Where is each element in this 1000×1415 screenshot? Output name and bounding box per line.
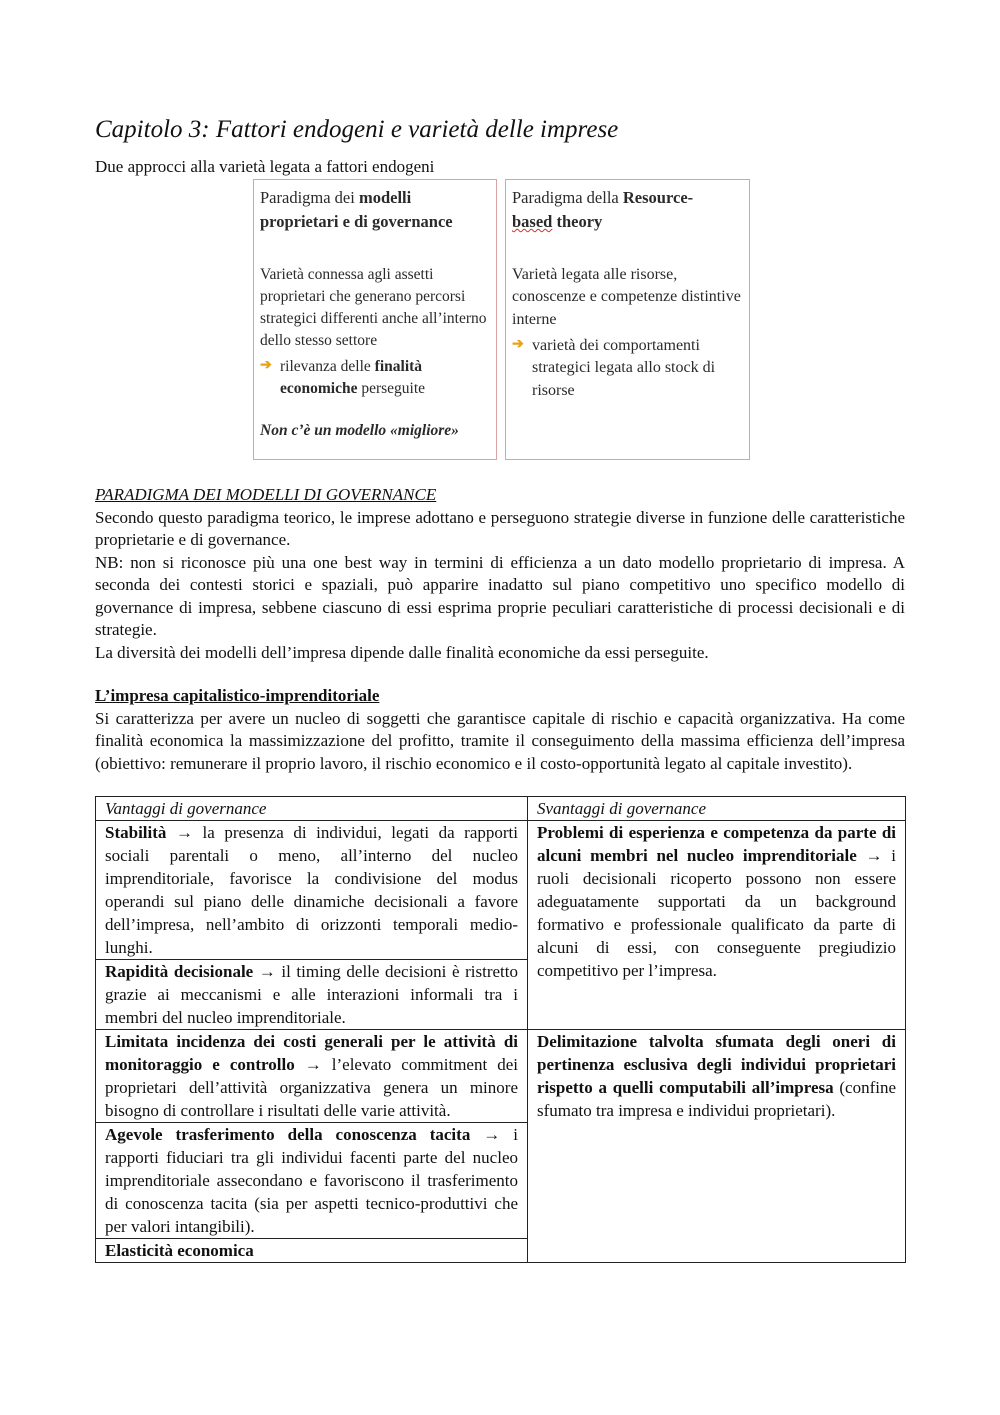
bullet-text: varietà dei comportamenti strategici legata allo stock di risorse <box>532 337 716 399</box>
paragraph: La diversità dei modelli dell’impresa dipende dalle finalità economiche da essi perseguite. <box>95 642 709 662</box>
paradigm-resource-bullet <box>512 335 743 402</box>
disadvantage-title: Delimitazione talvolta sfumata degli oneri di pertinenza esclusiva degli individui proprietari rispetto a quelli computabili all’impresa <box>537 1032 896 1097</box>
chapter-title: Capitolo 3: Fattori endogeni e varietà delle imprese <box>95 116 619 143</box>
table-cell-advantage <box>96 1030 528 1123</box>
paradigm-governance-note: Non c’è un modello «migliore» <box>260 422 459 439</box>
arrow-right-icon: ➔ <box>512 337 524 353</box>
heading-text: Paradigma della <box>512 188 623 207</box>
heading-text: Paradigma dei <box>260 188 359 207</box>
paradigm-resource-heading <box>512 186 743 234</box>
arrow-right-icon: ➔ <box>260 357 272 373</box>
paragraph: NB: non si riconosce più una one best way in termini di efficienza a un dato modello proprietario di impresa. A seconda dei contesti storici e spaziali, può apparire inadatto sul piano competitivo uno specifico modello di governance di impresa, sebbene ciascuno di essi esprima proprie peculiari caratteristiche di processi decisionali e di strategie. <box>95 552 905 639</box>
paradigm-governance-heading <box>260 186 490 234</box>
bullet-prefix: rilevanza delle <box>280 357 375 375</box>
table-cell-advantage <box>96 821 528 960</box>
table-cell-advantage <box>96 1123 528 1239</box>
advantage-text: i rapporti fiduciari tra gli individui facenti parte del nucleo imprenditoriale assecondano e favoriscono il trasferimento di conoscenza tacita (sia per aspetti tecnico-produttivi che per valori intangibili). <box>105 1125 518 1236</box>
heading-bold-text: theory <box>552 211 603 231</box>
disadvantage-text: (confine sfumato tra impresa e individui proprietari). <box>537 1078 897 1120</box>
governance-table <box>95 796 906 1263</box>
paradigm-governance-body: Varietà connessa agli assetti proprietari che generano percorsi strategici differenti anche all’interno dello stesso settore <box>260 265 487 349</box>
disadvantage-text: → i ruoli decisionali ricoperto possono non essere adeguatamente supportati da un background formativo e professionale qualificato da parte di alcuni di essi, con conseguente pregiudizio competitivo per l’impresa. <box>537 846 896 980</box>
advantage-text: la presenza di individui, legati da rapporti sociali parentali o meno, all’interno del nucleo imprenditoriale, favorisce la condivisione del modus operandi sul piano delle dinamiche decisionali a favore dell’impresa, nell’ambito di orizzonti temporali medio-lunghi. <box>105 823 518 957</box>
heading-bold-text: based <box>512 211 553 231</box>
heading-bold-text: modelli proprietari e di governance <box>260 188 453 231</box>
table-row <box>96 1030 906 1123</box>
disadvantage-title: Problemi di esperienza e competenza da parte di alcuni membri nel nucleo imprenditoriale <box>537 823 896 865</box>
section-title: PARADIGMA DEI MODELLI DI GOVERNANCE <box>95 485 437 504</box>
advantage-title: Agevole trasferimento della conoscenza tacita → <box>105 1125 501 1144</box>
paradigm-resource-body: Varietà legata alle risorse, conoscenze e competenze distintive interne <box>512 265 741 328</box>
bullet-suffix: perseguite <box>357 379 426 397</box>
table-row <box>96 821 906 960</box>
advantage-text: l’elevato commitment dei proprietari dell’attività organizzativa genera un minore bisogno di controllare i risultati delle varie attività. <box>105 1055 518 1120</box>
bullet-text <box>280 356 490 400</box>
heading-bold-text: Resource- <box>622 188 694 207</box>
capitalistic-section <box>95 685 905 775</box>
table-cell-disadvantage <box>528 1030 906 1263</box>
advantage-title: Limitata incidenza dei costi generali per le attività di monitoraggio e controllo → <box>105 1032 518 1074</box>
table-header-disadvantages: Svantaggi di governance <box>528 797 906 821</box>
paradigm-resource-box <box>505 179 750 460</box>
bullet-bold: finalità economiche <box>280 357 423 397</box>
paradigm-governance-bullet <box>260 356 490 400</box>
advantage-title: Stabilità → <box>105 823 193 842</box>
advantage-title: Elasticità economica <box>105 1241 254 1260</box>
table-cell-advantage <box>96 1239 528 1263</box>
table-header-row <box>96 797 906 821</box>
advantage-title: Rapidità decisionale → <box>105 962 276 981</box>
table-header-advantages: Vantaggi di governance <box>96 797 528 821</box>
table-cell-disadvantage <box>528 821 906 1030</box>
paradigm-governance-box <box>253 179 497 460</box>
paragraph: Secondo questo paradigma teorico, le imprese adottano e perseguono strategie diverse in funzione delle caratteristiche proprietarie e di governance. <box>95 507 905 549</box>
paragraph: Si caratterizza per avere un nucleo di soggetti che garantisce capitale di rischio e capacità organizzativa. Ha come finalità economica la massimizzazione del profitto, tramite il conseguimento della massima efficienza dell’impresa (obiettivo: remunerare il proprio lavoro, il rischio economico e il costo-opportunità legato al capitale investito). <box>95 708 905 773</box>
table-cell-advantage <box>96 960 528 1030</box>
section-title: L’impresa capitalistico-imprenditoriale <box>95 686 380 705</box>
advantage-text: il timing delle decisioni è ristretto grazie ai meccanismi e alle interazioni informali tra i membri del nucleo imprenditoriale. <box>105 962 518 1027</box>
intro-text: Due approcci alla varietà legata a fattori endogeni <box>95 157 435 176</box>
governance-section <box>95 484 905 664</box>
